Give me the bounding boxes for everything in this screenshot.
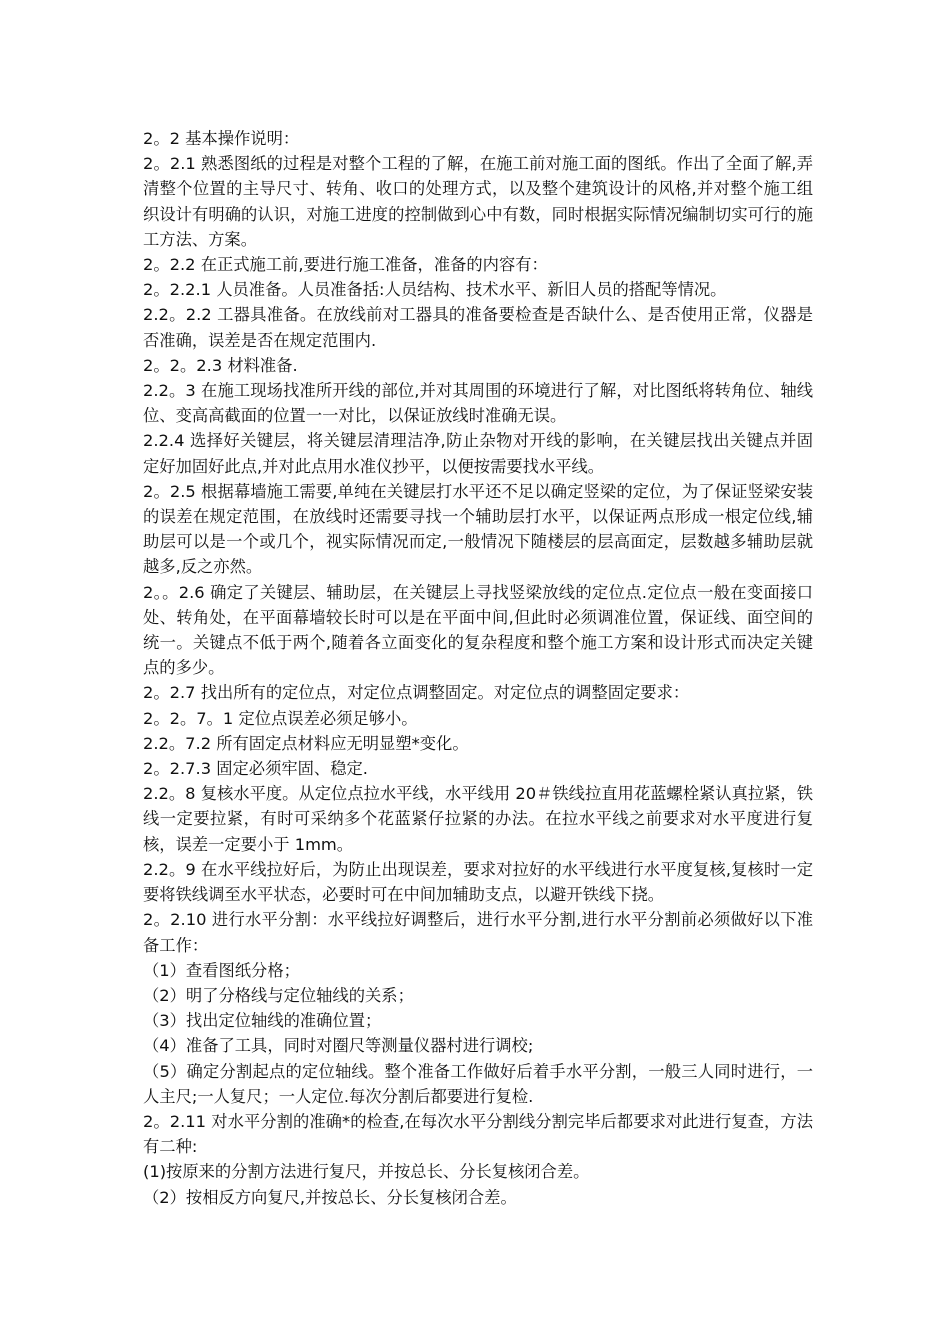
paragraph: 2。2.7.3 固定必须牢固、稳定. [143, 759, 368, 779]
paragraph: 2。2。7。1 定位点误差必须足够小。 [143, 708, 418, 728]
paragraph: 2.2。3 在施工现场找准所开线的部位,并对其周围的环境进行了解，对比图纸将转角位、轴线位、变高高截面的位置一一对比，以保证放线时准确无误。 [143, 381, 813, 426]
document-body [143, 126, 813, 1210]
list-item: （2）明了分格线与定位轴线的关系； [143, 985, 414, 1005]
list-item: （3）找出定位轴线的准确位置； [143, 1011, 382, 1031]
list-item: （1）查看图纸分格； [143, 960, 300, 980]
list-item: （4）准备了工具，同时对圈尺等测量仪器村进行调校; [143, 1036, 534, 1056]
list-item: （5）确定分割起点的定位轴线。整个准备工作做好后着手水平分割，一般三人同时进行，一人主尺;一人复尺；一人定位.每次分割后都要进行复检. [143, 1061, 813, 1106]
paragraph: 2.2。7.2 所有固定点材料应无明显塑*变化。 [143, 733, 469, 753]
paragraph: 2。。2.6 确定了关键层、辅助层，在关键层上寻找竖梁放线的定位点.定位点一般在变面接口处、转角处，在平面幕墙较长时可以是在平面中间,但此时必须调准位置，保证线、面空间的统一。关键点不低于两个,随着各立面变化的复杂程度和整个施工方案和设计形式而决定关键点的多少。 [143, 582, 813, 678]
paragraph: 2。2.11 对水平分割的准确*的检查,在每次水平分割线分割完毕后都要求对此进行复查，方法有二种: [143, 1111, 813, 1157]
paragraph: 2.2。9 在水平线拉好后，为防止出现误差，要求对拉好的水平线进行水平度复核,复核时一定要将铁线调至水平状态，必要时可在中间加辅助支点，以避开铁线下挠。 [143, 859, 813, 905]
paragraph: 2.2。8 复核水平度。从定位点拉水平线，水平线用 20＃铁线拉直用花蓝螺栓紧认真拉紧，铁线一定要拉紧，有时可采纳多个花蓝紧仔拉紧的办法。在拉水平线之前要求对水平度进行复核，误差一定要小于 1mm。 [143, 784, 813, 854]
paragraph: 2。2.2 在正式施工前,要进行施工准备，准备的内容有： [143, 255, 548, 275]
paragraph: 2。2.1 熟悉图纸的过程是对整个工程的了解，在施工前对施工面的图纸。作出了全面了解,弄清整个位置的主导尺寸、转角、收口的处理方式，以及整个建筑设计的风格,并对整个施工组织设计有明确的认识，对施工进度的控制做到心中有数，同时根据实际情况编制切实可行的施工方法、方案。 [143, 154, 813, 249]
list-item: (1)按原来的分割方法进行复尺，并按总长、分长复核闭合差。 [143, 1162, 590, 1182]
section-heading: 2。2 基本操作说明： [143, 129, 300, 148]
paragraph: 2.2.4 选择好关键层，将关键层清理洁净,防止杂物对开线的影响，在关键层找出关键点并固定好加固好此点,并对此点用水准仪抄平，以便按需要找水平线。 [143, 431, 813, 476]
paragraph: 2。2.5 根据幕墙施工需要,单纯在关键层打水平还不足以确定竖梁的定位，为了保证竖梁安装的误差在规定范围，在放线时还需要寻找一个辅助层打水平，以保证两点形成一根定位线,辅助层可以是一个或几个，视实际情况而定,一般情况下随楼层的层高面定，层数越多辅助层就越多,反之亦然。 [143, 481, 813, 577]
paragraph: 2。2.2.1 人员准备。人员准备括:人员结构、技术水平、新旧人员的搭配等情况。 [143, 280, 727, 300]
paragraph: 2。2。2.3 材料准备. [143, 355, 298, 375]
paragraph: 2。2.7 找出所有的定位点，对定位点调整固定。对定位点的调整固定要求： [143, 683, 690, 703]
list-item: （2）按相反方向复尺,并按总长、分长复核闭合差。 [143, 1187, 517, 1207]
paragraph: 2.2。2.2 工器具准备。在放线前对工器具的准备要检查是否缺什么、是否使用正常，仪器是否准确，误差是否在规定范围内. [143, 305, 813, 350]
paragraph: 2。2.10 进行水平分割：水平线拉好调整后，进行水平分割,进行水平分割前必须做好以下准备工作： [143, 910, 813, 955]
